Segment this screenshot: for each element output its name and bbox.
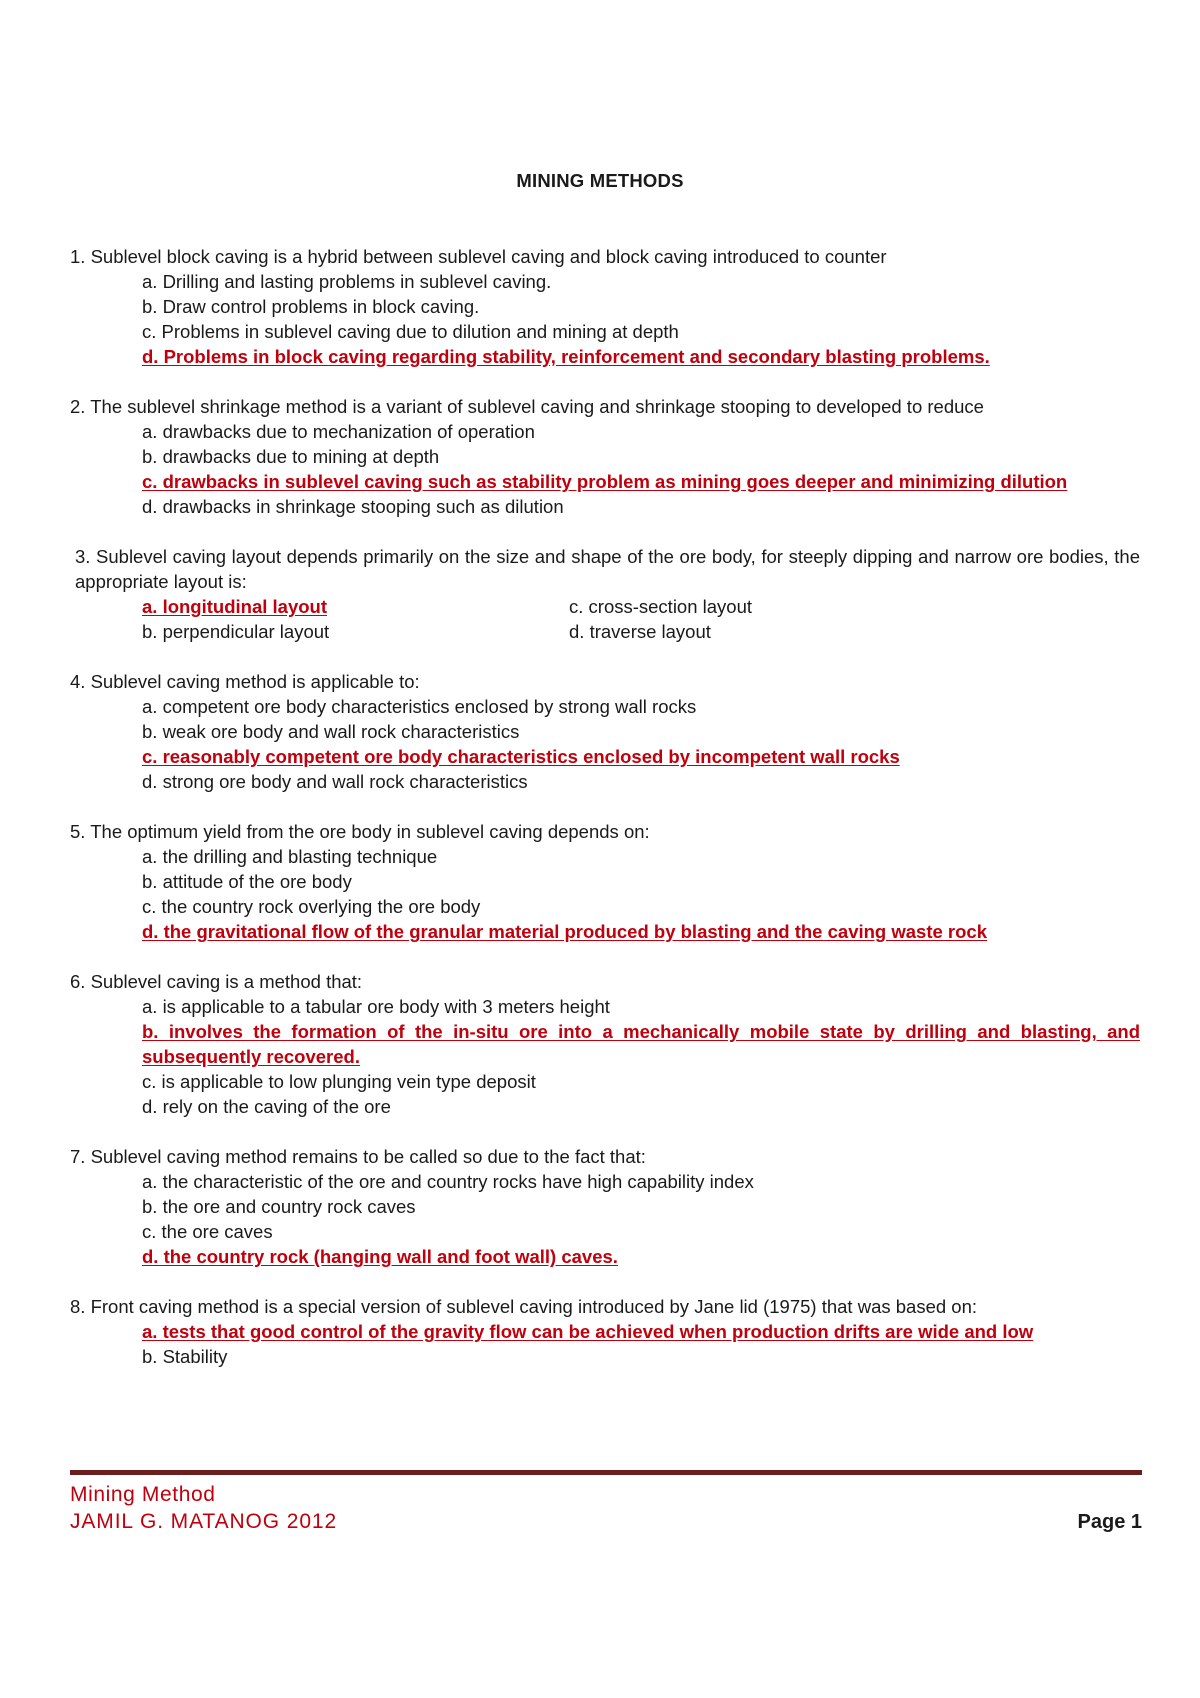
question-2 [70,394,1140,519]
option-c: c. cross-section layout [569,596,753,617]
option-a: a. the drilling and blasting technique [142,846,438,867]
question-stem: 5. The optimum yield from the ore body in sublevel caving depends on: [70,821,650,842]
option-a: a. is applicable to a tabular ore body with 3 meters height [142,996,610,1017]
question-stem: 3. Sublevel caving layout depends primarily on the size and shape of the ore body, for steeply dipping and narrow ore bodies, the appropriate layout is: [75,546,1140,592]
option-a: a. the characteristic of the ore and country rocks have high capability index [142,1171,754,1192]
question-stem: 1. Sublevel block caving is a hybrid between sublevel caving and block caving introduced to counter [70,246,887,267]
option-b: b. the ore and country rock caves [142,1196,416,1217]
option-d: d. strong ore body and wall rock characteristics [142,771,528,792]
correct-answer-option-a: a. longitudinal layout [142,596,327,617]
correct-answer-option-d: d. Problems in block caving regarding stability, reinforcement and secondary blasting problems. [142,346,990,367]
question-8 [70,1294,1140,1369]
option-b: b. Draw control problems in block caving. [142,296,480,317]
option-a: a. drawbacks due to mechanization of operation [142,421,535,442]
option-c: c. the country rock overlying the ore body [142,896,481,917]
option-c: c. Problems in sublevel caving due to dilution and mining at depth [142,321,679,342]
correct-answer-option-a: a. tests that good control of the gravity flow can be achieved when production drifts are wide and low [142,1321,1034,1342]
question-stem: 7. Sublevel caving method remains to be called so due to the fact that: [70,1146,646,1167]
question-5 [70,819,1140,944]
option-b: b. weak ore body and wall rock characteristics [142,721,520,742]
question-7 [70,1144,1140,1269]
page-number: Page 1 [1077,1511,1142,1533]
correct-answer-option-c: c. reasonably competent ore body characteristics enclosed by incompetent wall rocks [142,746,900,767]
option-b: b. perpendicular layout [142,621,330,642]
correct-answer-option-b: b. involves the formation of the in-situ ore into a mechanically mobile state by drilling and blasting, and subsequently recovered. [142,1021,1140,1067]
question-stem: 4. Sublevel caving method is applicable to: [70,671,420,692]
option-a: a. competent ore body characteristics enclosed by strong wall rocks [142,696,697,717]
option-d: d. drawbacks in shrinkage stooping such as dilution [142,496,564,517]
page-title: MINING METHODS [516,170,684,191]
question-stem: 8. Front caving method is a special version of sublevel caving introduced by Jane lid (1975) that was based on: [70,1296,978,1317]
option-b: b. Stability [142,1346,228,1367]
option-b: b. attitude of the ore body [142,871,352,892]
question-3 [70,544,1140,644]
footer-course-title: Mining Method [70,1483,216,1506]
option-c: c. the ore caves [142,1221,273,1242]
footer-author: JAMIL G. MATANOG 2012 [70,1510,338,1533]
options-grid [70,594,1140,644]
option-d: d. rely on the caving of the ore [142,1096,391,1117]
question-1 [70,244,1140,369]
correct-answer-option-d: d. the gravitational flow of the granular material produced by blasting and the caving waste rock [142,921,987,942]
question-stem: 2. The sublevel shrinkage method is a variant of sublevel caving and shrinkage stooping to developed to reduce [70,396,984,417]
footer-divider [70,1470,1142,1475]
question-list [70,244,1140,1394]
question-4 [70,669,1140,794]
question-6 [70,969,1140,1119]
option-a: a. Drilling and lasting problems in sublevel caving. [142,271,552,292]
option-d: d. traverse layout [569,621,711,642]
correct-answer-option-c: c. drawbacks in sublevel caving such as stability problem as mining goes deeper and minimizing dilution [142,471,1068,492]
correct-answer-option-d: d. the country rock (hanging wall and foot wall) caves. [142,1246,618,1267]
question-stem: 6. Sublevel caving is a method that: [70,971,363,992]
option-c: c. is applicable to low plunging vein type deposit [142,1071,536,1092]
option-b: b. drawbacks due to mining at depth [142,446,440,467]
